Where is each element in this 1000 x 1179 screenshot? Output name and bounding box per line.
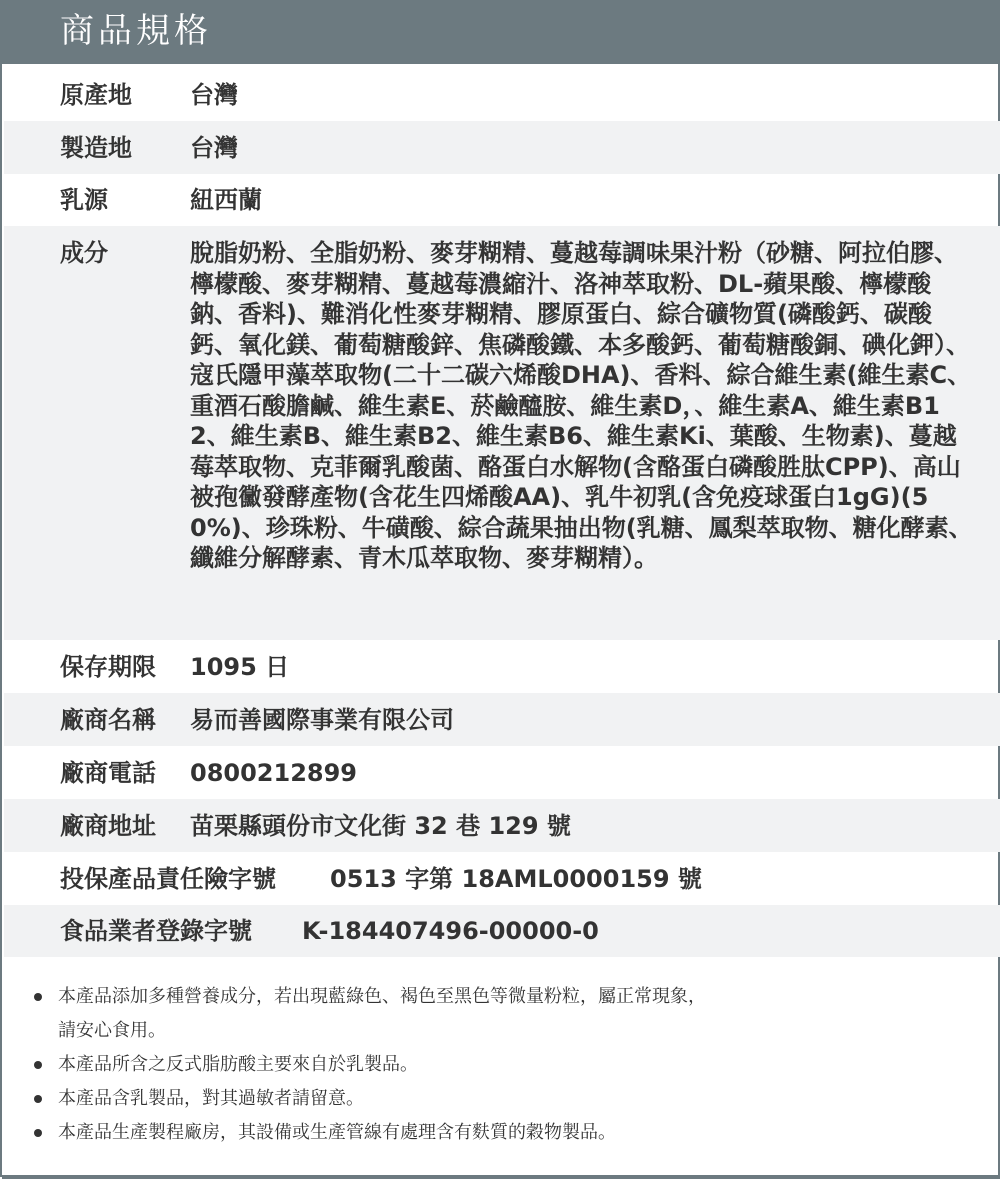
bullet-icon [34,1095,42,1103]
shelf-life-label: 保存期限 [60,653,156,681]
insurance-label: 投保產品責任險字號 [60,865,276,893]
spec-row-milk-source [4,174,1000,226]
bottom-divider [2,1175,1000,1179]
spec-row-insurance [4,852,1000,905]
company-address-value: 苗栗縣頭份市文化街 32 巷 129 號 [190,812,571,840]
shelf-life-value: 1095 日 [190,653,290,681]
spec-row-origin [4,69,1000,121]
manufacture-label: 製造地 [60,134,132,162]
company-address-label: 廠商地址 [60,812,156,840]
spec-row-food-registration [4,905,1000,957]
company-name-value: 易而善國際事業有限公司 [190,706,454,734]
list-item [34,1048,974,1082]
note-line: 本產品含乳製品，對其過敏者請留意。 [58,1088,364,1109]
milk-source-label: 乳源 [60,186,108,214]
bullet-icon [34,1129,42,1137]
food-registration-label: 食品業者登錄字號 [60,917,252,945]
spec-row-company-phone [4,746,1000,799]
notes-list [34,980,974,1150]
bullet-icon [34,1061,42,1069]
note-line: 本產品生產製程廠房，其設備或生產管線有處理含有麩質的穀物製品。 [58,1122,616,1143]
spec-title: 商品規格 [60,11,212,51]
spec-header [2,2,1000,64]
note-line: 本產品添加多種營養成分，若出現藍綠色、褐色至黑色等微量粉粒，屬正常現象， [58,986,706,1007]
list-item [34,1116,974,1150]
spec-row-company-address [4,799,1000,852]
spec-row-ingredients [4,226,1000,640]
list-item [34,980,974,1048]
note-line: 本產品所含之反式脂肪酸主要來自於乳製品。 [58,1054,418,1075]
origin-label: 原產地 [60,81,132,109]
bullet-icon [34,993,42,1001]
ingredients-value: 脫脂奶粉、全脂奶粉、麥芽糊精、蔓越莓調味果汁粉（砂糖、阿拉伯膠、檸檬酸、麥芽糊精、蔓越莓濃縮汁、洛神萃取粉、DL-蘋果酸、檸檬酸鈉、香料)、難消化性麥芽糊精、膠原蛋白、綜合礦物質(磷酸鈣、碳酸鈣、氧化鎂、葡萄糖酸鋅、焦磷酸鐵、本多酸鈣、葡萄糖酸銅、碘化鉀）、寇氏隱甲藻萃取物(二十二碳六烯酸DHA)、香料、綜合維生素(維生素C、重酒石酸膽鹹、維生素E、菸鹼醯胺、維生素D，、維生素A、維生素B12、維生素B、維生素B2、維生素B6、維生素Ki、葉酸、生物素)、蔓越莓萃取物、克菲爾乳酸菌、酪蛋白水解物(含酪蛋白磷酸胜肽CPP)、高山被孢黴發酵產物(含花生四烯酸AA)、乳牛初乳(含免疫球蛋白1gG)(50%)、珍珠粉、牛磺酸、綜合蔬果抽出物(乳糖、鳳梨萃取物、糖化酵素、纖維分解酵素、青木瓜萃取物、麥芽糊精）。 [190,239,973,572]
list-item [34,1082,974,1116]
ingredients-label: 成分 [60,239,108,267]
manufacture-value: 台灣 [190,134,238,162]
origin-value: 台灣 [190,81,238,109]
milk-source-value: 紐西蘭 [190,186,262,214]
company-name-label: 廠商名稱 [60,706,156,734]
company-phone-label: 廠商電話 [60,759,156,787]
note-line: 請安心食用。 [58,1020,166,1041]
spec-row-company-name [4,693,1000,746]
spec-row-manufacture [4,121,1000,174]
insurance-value: 0513 字第 18AML0000159 號 [330,865,702,893]
company-phone-value: 0800212899 [190,759,357,787]
spec-row-shelf-life [4,640,1000,693]
food-registration-value: K-184407496-00000-0 [302,917,599,945]
